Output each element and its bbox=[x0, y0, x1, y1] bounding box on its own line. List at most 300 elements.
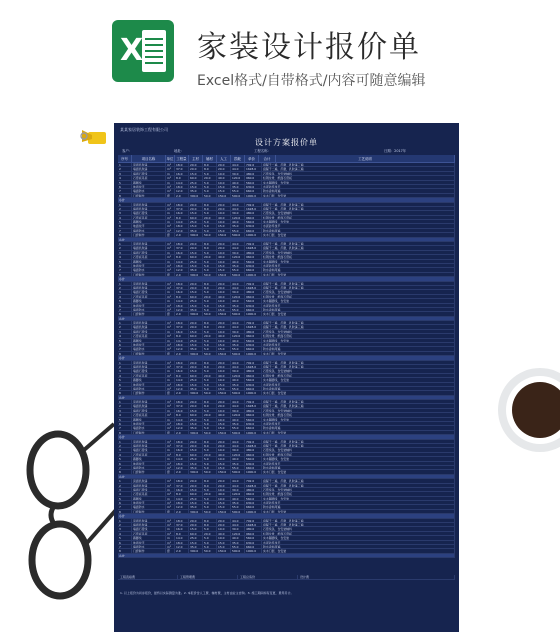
table-cell: 12.0 bbox=[175, 466, 189, 469]
table-cell: 1 bbox=[118, 321, 132, 324]
table-cell: 40.0 bbox=[231, 260, 245, 263]
table-cell: m² bbox=[166, 492, 175, 495]
table-cell: 18.0 bbox=[175, 264, 189, 267]
table-cell: m² bbox=[166, 519, 175, 522]
table-cell: 40.0 bbox=[231, 457, 245, 460]
table-cell: 4 bbox=[118, 532, 132, 535]
table-cell: 1628.0 bbox=[245, 246, 262, 249]
table-cell: 35.0 bbox=[231, 541, 245, 544]
table-cell: m² bbox=[166, 246, 175, 249]
table-cell: 10.0 bbox=[217, 251, 231, 254]
table-cell: 6 bbox=[118, 501, 132, 504]
table-cell: 16.0 bbox=[175, 330, 189, 333]
table-cell: 18.0 bbox=[175, 321, 189, 324]
table-cell: 石膏线条，含安装辅料 bbox=[262, 488, 455, 491]
table-cell: 8.0 bbox=[203, 282, 217, 285]
table-cell: 8.0 bbox=[203, 400, 217, 403]
table-cell: 刮腻子二遍，打磨，乳胶漆三遍 bbox=[262, 325, 455, 328]
table-cell: 30.0 bbox=[231, 211, 245, 214]
table-cell: 25.0 bbox=[189, 457, 203, 460]
table-cell: 石膏线条，含安装辅料 bbox=[262, 369, 455, 372]
table-cell: 8.0 bbox=[203, 325, 217, 328]
table-body bbox=[118, 163, 455, 558]
table-cell: 3 bbox=[118, 290, 132, 293]
table-cell: 50.0 bbox=[203, 194, 217, 197]
table-cell: 20.0 bbox=[203, 334, 217, 337]
table-cell: 14.0 bbox=[175, 497, 189, 500]
table-cell: 55.0 bbox=[231, 387, 245, 390]
table-cell: 防水涂料两遍 bbox=[262, 347, 455, 350]
table-cell: 3 bbox=[118, 211, 132, 214]
table-cell: 10.0 bbox=[217, 527, 231, 530]
table-cell: 300.0 bbox=[189, 273, 203, 276]
table-cell: 套 bbox=[166, 194, 175, 197]
table-cell: 实木门套，含安装 bbox=[262, 391, 455, 394]
table-cell: 660.0 bbox=[245, 426, 262, 429]
table-cell: m bbox=[166, 369, 175, 372]
table-cell: m² bbox=[166, 361, 175, 364]
table-cell: 踢脚线 bbox=[132, 378, 166, 381]
table-cell: 石膏线条，含安装辅料 bbox=[262, 409, 455, 412]
table-cell: 门套制作 bbox=[132, 431, 166, 434]
table-cell: 35.0 bbox=[189, 347, 203, 350]
table-cell: m² bbox=[166, 365, 175, 368]
table-cell: 15.0 bbox=[189, 541, 203, 544]
table-cell: 16.0 bbox=[175, 172, 189, 175]
table-cell: 37.0 bbox=[175, 325, 189, 328]
table-cell: 8.0 bbox=[175, 374, 189, 377]
table-cell: 40.0 bbox=[231, 299, 245, 302]
table-cell: 560.0 bbox=[245, 378, 262, 381]
table-cell: 15.0 bbox=[217, 308, 231, 311]
table-cell: 40.0 bbox=[217, 334, 231, 337]
table-cell: 792.0 bbox=[245, 400, 262, 403]
table-cell: 120.0 bbox=[231, 374, 245, 377]
table-cell: 5.0 bbox=[203, 488, 217, 491]
table-cell: 5 bbox=[118, 457, 132, 460]
table-cell: 20.0 bbox=[203, 216, 217, 219]
table-cell: 15.0 bbox=[189, 290, 203, 293]
table-cell: 实木门套，含安装 bbox=[262, 549, 455, 552]
table-cell: 20.0 bbox=[189, 523, 203, 526]
table-cell: 12.0 bbox=[175, 229, 189, 232]
table-cell: 8 bbox=[118, 391, 132, 394]
table-cell: 墙面石膏线 bbox=[132, 211, 166, 214]
table-cell: m² bbox=[166, 325, 175, 328]
table-cell: m bbox=[166, 251, 175, 254]
table-cell: 50.0 bbox=[203, 431, 217, 434]
table-cell: m² bbox=[166, 400, 175, 403]
table-cell: m² bbox=[166, 462, 175, 465]
table-cell: 20.0 bbox=[189, 484, 203, 487]
table-cell: 石膏线条，含安装辅料 bbox=[262, 172, 455, 175]
table-cell: 35.0 bbox=[189, 189, 203, 192]
table-cell: 水泥砂浆找平 bbox=[262, 383, 455, 386]
table-cell: 2 bbox=[118, 365, 132, 368]
table-cell: 踢脚线 bbox=[132, 536, 166, 539]
table-cell: m bbox=[166, 220, 175, 223]
table-cell: 1 bbox=[118, 242, 132, 245]
table-cell: m bbox=[166, 339, 175, 342]
table-cell: 石膏板吊顶 bbox=[132, 532, 166, 535]
table-cell: 20.0 bbox=[217, 163, 231, 166]
table-cell: 刮腻子二遍，打磨，乳胶漆三遍 bbox=[262, 365, 455, 368]
table-cell: 3 bbox=[118, 251, 132, 254]
table-cell: m² bbox=[166, 404, 175, 407]
table-cell: 480.0 bbox=[245, 290, 262, 293]
table-cell: m² bbox=[166, 207, 175, 210]
table-cell: 5.0 bbox=[203, 229, 217, 232]
table-cell: 8.0 bbox=[175, 453, 189, 456]
table-cell: 40.0 bbox=[231, 220, 245, 223]
table-cell: 刮腻子二遍，打磨，乳胶漆三遍 bbox=[262, 404, 455, 407]
table-cell: 150.0 bbox=[217, 352, 231, 355]
table-cell: 防水涂料两遍 bbox=[262, 229, 455, 232]
table-cell: 6 bbox=[118, 462, 132, 465]
table-cell: 35.0 bbox=[231, 304, 245, 307]
table-cell: 5.0 bbox=[203, 527, 217, 530]
subtotal-label: 小计 bbox=[118, 396, 455, 399]
table-cell: 15.0 bbox=[217, 505, 231, 508]
table-cell: 套 bbox=[166, 431, 175, 434]
table-cell: 4 bbox=[118, 295, 132, 298]
table-cell: 660.0 bbox=[245, 387, 262, 390]
table-cell: 实木踢脚线，含安装 bbox=[262, 497, 455, 500]
table-cell: 44.0 bbox=[231, 400, 245, 403]
table-cell: 20.0 bbox=[189, 440, 203, 443]
table-cell: 5.0 bbox=[203, 299, 217, 302]
table-cell: 5.0 bbox=[203, 224, 217, 227]
table-cell: 150.0 bbox=[217, 233, 231, 236]
table-cell: 墙面石膏线 bbox=[132, 369, 166, 372]
table-cell: 12.0 bbox=[175, 505, 189, 508]
table-cell: 20.0 bbox=[217, 321, 231, 324]
table-cell: 35.0 bbox=[231, 185, 245, 188]
table-cell: 1 bbox=[118, 361, 132, 364]
table-cell: 套 bbox=[166, 549, 175, 552]
table-cell: 560.0 bbox=[245, 220, 262, 223]
table-cell: 792.0 bbox=[245, 282, 262, 285]
table-cell: 14.0 bbox=[175, 418, 189, 421]
table-cell: 150.0 bbox=[217, 194, 231, 197]
table-cell: m² bbox=[166, 216, 175, 219]
table-cell: 地面找平 bbox=[132, 383, 166, 386]
table-cell: 1000.0 bbox=[245, 194, 262, 197]
table-cell: 5.0 bbox=[203, 418, 217, 421]
table-cell: 8 bbox=[118, 312, 132, 315]
table-cell: 5.0 bbox=[203, 466, 217, 469]
table-cell: 150.0 bbox=[217, 312, 231, 315]
table-cell: 560.0 bbox=[245, 457, 262, 460]
company-name: 某某家居装饰工程有限公司 bbox=[120, 127, 168, 132]
table-cell: 5.0 bbox=[203, 378, 217, 381]
table-cell: 5 bbox=[118, 260, 132, 263]
table-cell: 30.0 bbox=[231, 369, 245, 372]
subtotal-label: 小计 bbox=[118, 514, 455, 517]
table-cell: 120.0 bbox=[231, 492, 245, 495]
table-cell: 30.0 bbox=[231, 448, 245, 451]
table-cell: 5.0 bbox=[203, 457, 217, 460]
table-cell: 实木踢脚线，含安装 bbox=[262, 536, 455, 539]
table-cell: 30.0 bbox=[231, 290, 245, 293]
table-cell: 150.0 bbox=[217, 391, 231, 394]
table-cell: m² bbox=[166, 426, 175, 429]
table-cell: 40.0 bbox=[217, 216, 231, 219]
table-cell: 55.0 bbox=[231, 505, 245, 508]
table-cell: 300.0 bbox=[189, 431, 203, 434]
table-cell: 地面找平 bbox=[132, 541, 166, 544]
table-cell: 1000.0 bbox=[245, 233, 262, 236]
table-cell: 1628.0 bbox=[245, 523, 262, 526]
table-cell: 石膏板吊顶 bbox=[132, 255, 166, 258]
table-cell: 40.0 bbox=[217, 413, 231, 416]
table-cell: 2 bbox=[118, 207, 132, 210]
table-cell: 门套制作 bbox=[132, 352, 166, 355]
table-cell: 1 bbox=[118, 400, 132, 403]
table-cell: 实木门套，含安装 bbox=[262, 312, 455, 315]
table-cell: 套 bbox=[166, 273, 175, 276]
table-cell: 实木踢脚线，含安装 bbox=[262, 457, 455, 460]
table-cell: m² bbox=[166, 203, 175, 206]
table-cell: 40.0 bbox=[217, 374, 231, 377]
table-cell: 960.0 bbox=[245, 216, 262, 219]
table-cell: 刮腻子二遍，打磨，乳胶漆三遍 bbox=[262, 167, 455, 170]
table-cell: 8.0 bbox=[203, 242, 217, 245]
table-cell: 480.0 bbox=[245, 330, 262, 333]
table-cell: 刮腻子二遍，打磨，乳胶漆三遍 bbox=[262, 286, 455, 289]
table-cell: 150.0 bbox=[217, 510, 231, 513]
table-cell: 960.0 bbox=[245, 374, 262, 377]
table-cell: 10.0 bbox=[217, 418, 231, 421]
table-cell: 14.0 bbox=[175, 378, 189, 381]
table-cell: 30.0 bbox=[231, 488, 245, 491]
table-cell: 20.0 bbox=[203, 532, 217, 535]
table-cell: 刮腻子二遍，打磨，乳胶漆三遍 bbox=[262, 207, 455, 210]
table-cell: 560.0 bbox=[245, 497, 262, 500]
table-cell: 18.0 bbox=[175, 361, 189, 364]
table-cell: 10.0 bbox=[217, 181, 231, 184]
table-cell: m² bbox=[166, 444, 175, 447]
table-cell: 60.0 bbox=[189, 492, 203, 495]
table-cell: 44.0 bbox=[231, 286, 245, 289]
subtotal-label: 小计 bbox=[118, 475, 455, 478]
table-cell: 20.0 bbox=[189, 242, 203, 245]
table-cell: 顶面乳胶漆 bbox=[132, 163, 166, 166]
table-cell: 4 bbox=[118, 374, 132, 377]
table-cell: 480.0 bbox=[245, 409, 262, 412]
table-cell: 18.0 bbox=[175, 163, 189, 166]
table-cell: 55.0 bbox=[231, 308, 245, 311]
table-cell: 1000.0 bbox=[245, 352, 262, 355]
table-cell: 踢脚线 bbox=[132, 181, 166, 184]
table-cell: 实木门套，含安装 bbox=[262, 352, 455, 355]
table-cell: 墙面石膏线 bbox=[132, 448, 166, 451]
table-cell: 踢脚线 bbox=[132, 418, 166, 421]
table-cell: m² bbox=[166, 242, 175, 245]
table-cell: 792.0 bbox=[245, 163, 262, 166]
table-cell: 2.0 bbox=[175, 312, 189, 315]
table-cell: 防水涂料两遍 bbox=[262, 189, 455, 192]
table-header: 序号 项目名称 单位 工程量 主材 辅材 人工 损耗 单价 合计 工艺说明 bbox=[118, 155, 455, 163]
table-cell: 6 bbox=[118, 343, 132, 346]
table-cell: 1 bbox=[118, 163, 132, 166]
table-cell: 5 bbox=[118, 299, 132, 302]
table-cell: 2.0 bbox=[175, 510, 189, 513]
table-cell: 500.0 bbox=[231, 510, 245, 513]
table-cell: 5.0 bbox=[203, 497, 217, 500]
table-cell: 10.0 bbox=[217, 369, 231, 372]
table-cell: m bbox=[166, 448, 175, 451]
table-cell: m² bbox=[166, 185, 175, 188]
table-cell: 刮腻子二遍，打磨，乳胶漆三遍 bbox=[262, 519, 455, 522]
table-cell: m² bbox=[166, 255, 175, 258]
table-cell: 10.0 bbox=[217, 448, 231, 451]
table-cell: m² bbox=[166, 224, 175, 227]
table-cell: 20.0 bbox=[203, 255, 217, 258]
table-cell: 960.0 bbox=[245, 255, 262, 258]
table-cell: 20.0 bbox=[189, 167, 203, 170]
subtotal-label: 小计 bbox=[118, 317, 455, 320]
table-cell: 8.0 bbox=[203, 246, 217, 249]
table-cell: 石膏线条，含安装辅料 bbox=[262, 211, 455, 214]
table-cell: 55.0 bbox=[231, 466, 245, 469]
table-cell: 刮腻子二遍，打磨，乳胶漆三遍 bbox=[262, 361, 455, 364]
table-cell: 15.0 bbox=[189, 462, 203, 465]
table-cell: 门套制作 bbox=[132, 233, 166, 236]
table-cell: 12.0 bbox=[175, 387, 189, 390]
table-cell: 实木门套，含安装 bbox=[262, 510, 455, 513]
table-cell: 墙面防水 bbox=[132, 387, 166, 390]
table-cell: 35.0 bbox=[189, 505, 203, 508]
table-cell: 660.0 bbox=[245, 268, 262, 271]
table-cell: 5.0 bbox=[203, 462, 217, 465]
table-cell: 35.0 bbox=[231, 383, 245, 386]
table-cell: 墙面石膏线 bbox=[132, 251, 166, 254]
table-cell: 30.0 bbox=[231, 409, 245, 412]
table-cell: 墙面乳胶漆 bbox=[132, 523, 166, 526]
table-cell: 15.0 bbox=[217, 383, 231, 386]
table-cell: 16.0 bbox=[175, 409, 189, 412]
table-cell: 25.0 bbox=[189, 220, 203, 223]
table-cell: m² bbox=[166, 268, 175, 271]
table-cell: 石膏线条，含安装辅料 bbox=[262, 527, 455, 530]
table-cell: 15.0 bbox=[189, 304, 203, 307]
table-cell: 20.0 bbox=[203, 295, 217, 298]
table-cell: 1628.0 bbox=[245, 207, 262, 210]
table-cell: 20.0 bbox=[189, 325, 203, 328]
table-cell: 18.0 bbox=[175, 422, 189, 425]
table-cell: 墙面乳胶漆 bbox=[132, 207, 166, 210]
table-cell: 44.0 bbox=[231, 444, 245, 447]
table-cell: 40.0 bbox=[217, 295, 231, 298]
table-cell: 55.0 bbox=[231, 545, 245, 548]
table-cell: 300.0 bbox=[189, 194, 203, 197]
table-cell: 18.0 bbox=[175, 304, 189, 307]
table-cell: 560.0 bbox=[245, 299, 262, 302]
table-cell: 8.0 bbox=[203, 404, 217, 407]
table-cell: 35.0 bbox=[189, 426, 203, 429]
table-cell: 石膏板吊顶 bbox=[132, 216, 166, 219]
table-cell: m² bbox=[166, 321, 175, 324]
table-cell: 12.0 bbox=[175, 545, 189, 548]
table-cell: 3 bbox=[118, 488, 132, 491]
table-cell: 8.0 bbox=[175, 532, 189, 535]
table-cell: 792.0 bbox=[245, 479, 262, 482]
table-cell: 20.0 bbox=[189, 163, 203, 166]
table-cell: 25.0 bbox=[189, 497, 203, 500]
table-cell: 套 bbox=[166, 233, 175, 236]
table-cell: 15.0 bbox=[189, 172, 203, 175]
table-cell: 8.0 bbox=[203, 479, 217, 482]
table-cell: 44.0 bbox=[231, 365, 245, 368]
table-cell: 踢脚线 bbox=[132, 260, 166, 263]
table-cell: 7 bbox=[118, 426, 132, 429]
table-cell: m² bbox=[166, 334, 175, 337]
table-cell: 14.0 bbox=[175, 457, 189, 460]
table-cell: 480.0 bbox=[245, 211, 262, 214]
table-cell: 墙面乳胶漆 bbox=[132, 286, 166, 289]
table-cell: 2.0 bbox=[175, 194, 189, 197]
table-cell: 30.0 bbox=[231, 330, 245, 333]
table-cell: 18.0 bbox=[175, 462, 189, 465]
table-cell: 5.0 bbox=[203, 268, 217, 271]
table-cell: 35.0 bbox=[231, 343, 245, 346]
table-cell: 630.0 bbox=[245, 462, 262, 465]
table-cell: 8.0 bbox=[175, 216, 189, 219]
table-cell: 20.0 bbox=[203, 374, 217, 377]
table-cell: 8 bbox=[118, 431, 132, 434]
table-cell: 刮腻子二遍，打磨，乳胶漆三遍 bbox=[262, 163, 455, 166]
table-cell: 44.0 bbox=[231, 479, 245, 482]
table-cell: m² bbox=[166, 295, 175, 298]
table-cell: 8 bbox=[118, 194, 132, 197]
table-cell: 5.0 bbox=[203, 260, 217, 263]
table-cell: 防水涂料两遍 bbox=[262, 387, 455, 390]
table-cell: m bbox=[166, 409, 175, 412]
table-cell: 实木门套，含安装 bbox=[262, 431, 455, 434]
table-cell: 20.0 bbox=[189, 286, 203, 289]
table-cell: 轻钢龙骨，纸面石膏板 bbox=[262, 453, 455, 456]
table-cell: 1628.0 bbox=[245, 444, 262, 447]
table-cell: 石膏板吊顶 bbox=[132, 295, 166, 298]
table-cell: 防水涂料两遍 bbox=[262, 268, 455, 271]
table-cell: 15.0 bbox=[217, 189, 231, 192]
table-cell: 150.0 bbox=[217, 431, 231, 434]
table-cell: 实木踢脚线，含安装 bbox=[262, 299, 455, 302]
table-cell: 792.0 bbox=[245, 440, 262, 443]
table-cell: 轻钢龙骨，纸面石膏板 bbox=[262, 295, 455, 298]
table-cell: 500.0 bbox=[231, 194, 245, 197]
table-cell: 刮腻子二遍，打磨，乳胶漆三遍 bbox=[262, 479, 455, 482]
table-cell: 15.0 bbox=[217, 462, 231, 465]
table-cell: m² bbox=[166, 541, 175, 544]
table-cell: 地面找平 bbox=[132, 185, 166, 188]
table-cell: 15.0 bbox=[189, 488, 203, 491]
table-cell: 60.0 bbox=[189, 295, 203, 298]
table-cell: 660.0 bbox=[245, 189, 262, 192]
document-meta: 客户： 地址： 工程名称： 日期：2017年 bbox=[122, 149, 407, 153]
table-cell: 1000.0 bbox=[245, 470, 262, 473]
table-cell: 7 bbox=[118, 505, 132, 508]
table-cell: 墙面石膏线 bbox=[132, 172, 166, 175]
subtotal-label: 小计 bbox=[118, 198, 455, 201]
table-cell: 44.0 bbox=[231, 203, 245, 206]
table-cell: 水泥砂浆找平 bbox=[262, 462, 455, 465]
table-cell: 水泥砂浆找平 bbox=[262, 304, 455, 307]
table-cell: 顶面乳胶漆 bbox=[132, 400, 166, 403]
table-cell: 2 bbox=[118, 444, 132, 447]
table-cell: m bbox=[166, 181, 175, 184]
